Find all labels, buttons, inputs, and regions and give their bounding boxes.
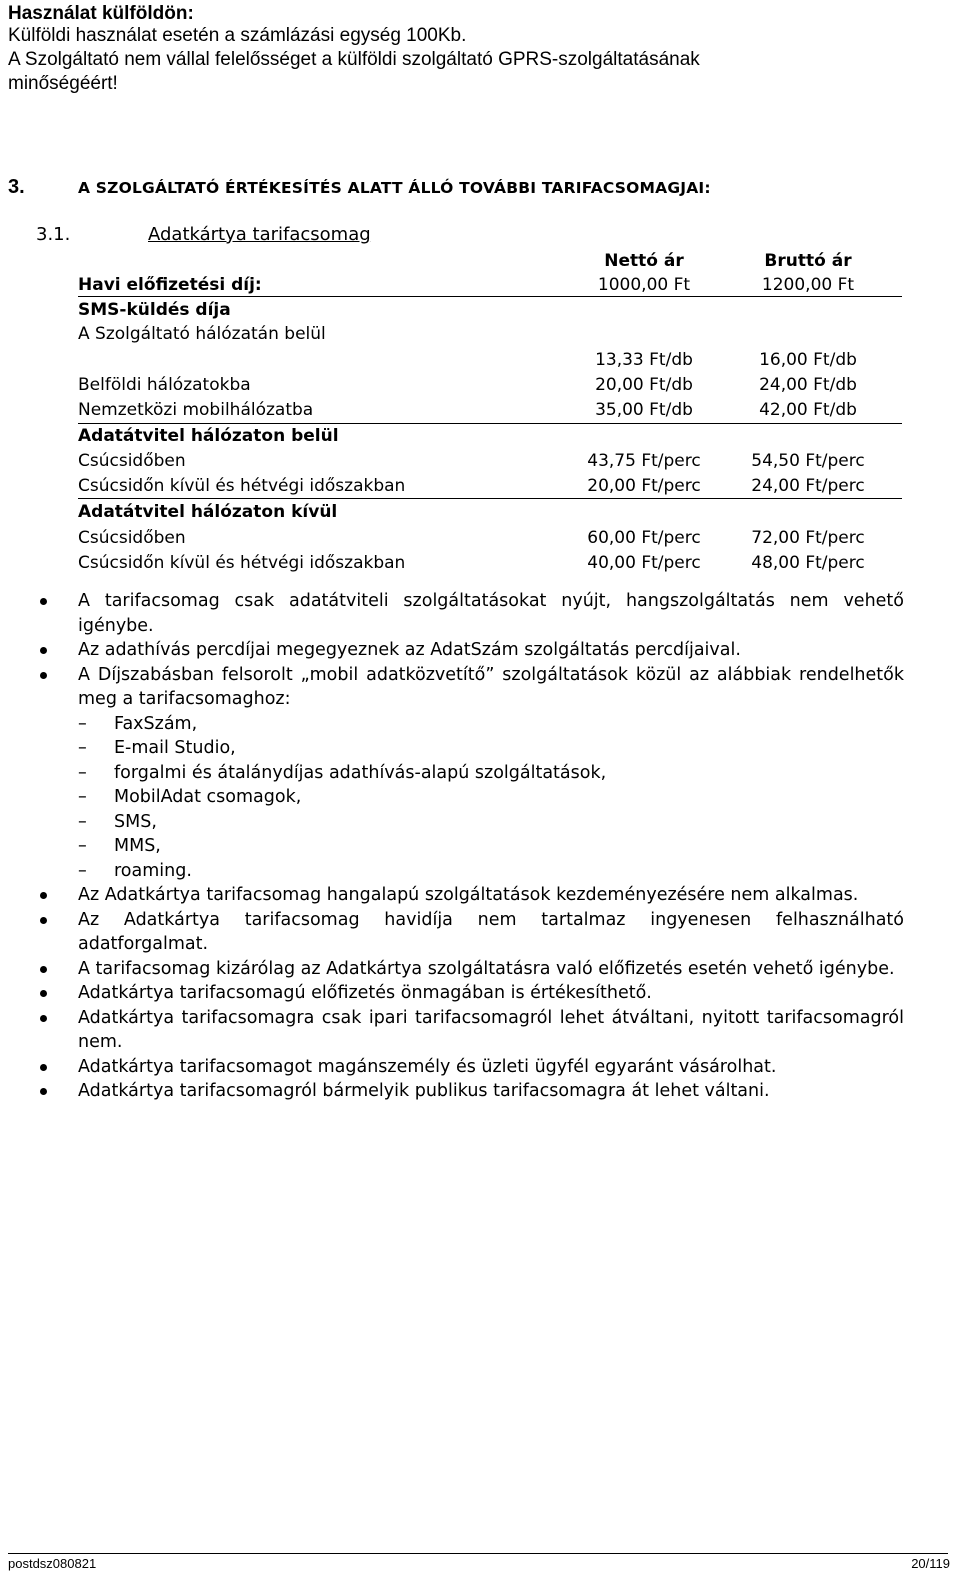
col-header-gross: Bruttó ár xyxy=(764,251,852,271)
bullet-icon xyxy=(40,647,47,654)
footer-rule xyxy=(8,1553,948,1554)
subsection-number: 3.1. xyxy=(36,224,71,245)
list-item-text: Adatkártya tarifacsomagra csak ipari tarifacsomagról lehet átváltani, nyitott tarifacsomagról nem. xyxy=(78,1007,904,1052)
net-price: 60,00 Ft/perc xyxy=(587,528,701,548)
bullet-icon xyxy=(40,917,47,924)
sub-list-item xyxy=(78,810,904,835)
bullet-icon xyxy=(40,1088,47,1095)
dash-marker: – xyxy=(78,738,87,758)
table-row xyxy=(78,474,902,500)
list-item xyxy=(78,957,904,982)
gross-price: 24,00 Ft/db xyxy=(759,375,857,395)
table-rule xyxy=(78,498,902,499)
row-label: Havi előfizetési díj: xyxy=(78,275,262,295)
gross-price: 1200,00 Ft xyxy=(761,275,855,295)
sub-list-item-text: E-mail Studio, xyxy=(114,738,236,758)
table-row xyxy=(78,398,902,424)
bullet-icon xyxy=(40,1064,47,1071)
dash-marker: – xyxy=(78,787,87,807)
sub-list-item-text: FaxSzám, xyxy=(114,713,198,734)
row-label: Csúcsidőn kívül és hétvégi időszakban xyxy=(78,476,406,496)
footer-page-number: 20/119 xyxy=(911,1556,950,1571)
dash-marker: – xyxy=(78,713,87,734)
net-price: 40,00 Ft/perc xyxy=(587,553,701,573)
bullet-icon xyxy=(40,966,47,973)
list-item xyxy=(78,1006,904,1055)
net-price: 1000,00 Ft xyxy=(597,275,691,295)
net-price: 20,00 Ft/perc xyxy=(587,476,701,496)
gross-price: 42,00 Ft/db xyxy=(759,400,857,420)
list-item-text: A Díjszabásban felsorolt „mobil adatközvetítő” szolgáltatások közül az alábbiak rendelhetők meg a tarifacsomaghoz: xyxy=(78,664,904,709)
list-item xyxy=(78,883,904,908)
table-row xyxy=(78,424,902,450)
table-header-row xyxy=(78,249,902,275)
dash-marker: – xyxy=(78,836,87,856)
row-label: Csúcsidőn kívül és hétvégi időszakban xyxy=(78,553,406,573)
table-row xyxy=(78,348,902,374)
table-row xyxy=(78,322,902,348)
row-label: Nemzetközi mobilhálózatba xyxy=(78,400,314,420)
conditions-list xyxy=(78,589,904,1104)
row-label: Csúcsidőben xyxy=(78,451,186,471)
bullet-icon xyxy=(40,892,47,899)
dash-marker: – xyxy=(78,811,87,832)
list-item-text: Az Adatkártya tarifacsomag havidíja nem tartalmaz ingyenesen felhasználható adatforgalmat. xyxy=(78,909,904,954)
table-row xyxy=(78,551,902,577)
footer-doc-id: postdsz080821 xyxy=(8,1556,97,1571)
table-row xyxy=(78,526,902,552)
list-item xyxy=(78,981,904,1006)
sub-list-item-text: MMS, xyxy=(114,836,161,856)
intro-line-2: A Szolgáltató nem vállal felelősséget a külföldi szolgáltató GPRS-szolgáltatásának xyxy=(8,49,700,70)
bullet-icon xyxy=(40,672,47,679)
list-item-text: A tarifacsomag csak adatátviteli szolgáltatásokat nyújt, hangszolgáltatás nem vehető igénybe. xyxy=(78,591,904,636)
sub-list-item xyxy=(78,736,904,761)
row-label: Csúcsidőben xyxy=(78,528,186,548)
net-price: 43,75 Ft/perc xyxy=(587,451,701,471)
section-number: 3. xyxy=(8,176,25,198)
list-item-text: A tarifacsomag kizárólag az Adatkártya szolgáltatásra való előfizetés esetén vehető igénybe. xyxy=(78,958,895,979)
sub-list-item xyxy=(78,761,904,786)
col-header-net: Nettó ár xyxy=(604,251,684,271)
table-rule xyxy=(78,296,902,297)
sub-list-item xyxy=(78,712,904,737)
table-row xyxy=(78,449,902,475)
bullet-icon xyxy=(40,1015,47,1022)
dash-marker: – xyxy=(78,860,87,881)
table-row xyxy=(78,500,902,526)
dash-marker: – xyxy=(78,762,87,783)
net-price: 20,00 Ft/db xyxy=(595,375,693,395)
row-label: Adatátvitel hálózaton belül xyxy=(78,426,339,446)
intro-line-1: Külföldi használat esetén a számlázási egység 100Kb. xyxy=(8,25,467,46)
list-item-text: Az adathívás percdíjai megegyeznek az AdatSzám szolgáltatás percdíjaival. xyxy=(78,640,741,660)
list-item xyxy=(78,589,904,638)
sub-list-item-text: SMS, xyxy=(114,811,157,832)
row-label: Belföldi hálózatokba xyxy=(78,375,251,395)
net-price: 35,00 Ft/db xyxy=(595,400,693,420)
list-item xyxy=(78,908,904,957)
sub-list-item-text: forgalmi és átalánydíjas adathívás-alapú szolgáltatások, xyxy=(114,762,607,783)
gross-price: 24,00 Ft/perc xyxy=(751,476,865,496)
list-item-text: Az Adatkártya tarifacsomag hangalapú szolgáltatások kezdeményezésére nem alkalmas. xyxy=(78,885,859,905)
list-item-text: Adatkártya tarifacsomagú előfizetés önmagában is értékesíthető. xyxy=(78,983,652,1003)
gross-price: 16,00 Ft/db xyxy=(759,350,857,370)
list-item-text: Adatkártya tarifacsomagot magánszemély és üzleti ügyfél egyaránt vásárolhat. xyxy=(78,1056,777,1077)
table-row xyxy=(78,373,902,399)
sub-list-item-text: MobilAdat csomagok, xyxy=(114,787,302,807)
gross-price: 48,00 Ft/perc xyxy=(751,553,865,573)
list-item xyxy=(78,663,904,712)
list-item xyxy=(78,1055,904,1080)
sub-list-item-text: roaming. xyxy=(114,860,192,881)
bullet-icon xyxy=(40,990,47,997)
list-item-text: Adatkártya tarifacsomagról bármelyik publikus tarifacsomagra át lehet váltani. xyxy=(78,1081,770,1101)
subsection-title: Adatkártya tarifacsomag xyxy=(148,224,371,245)
section-title: A SZOLGÁLTATÓ ÉRTÉKESÍTÉS ALATT ÁLLÓ TOVÁBBI TARIFACSOMAGJAI: xyxy=(78,179,711,197)
bullet-icon xyxy=(40,598,47,605)
gross-price: 72,00 Ft/perc xyxy=(751,528,865,548)
list-item xyxy=(78,638,904,663)
net-price: 13,33 Ft/db xyxy=(595,350,693,370)
sub-list-item xyxy=(78,859,904,884)
table-row xyxy=(78,298,902,324)
sub-list-item xyxy=(78,785,904,810)
row-label: A Szolgáltató hálózatán belül xyxy=(78,324,326,344)
intro-line-3: minőségéért! xyxy=(8,73,118,94)
list-item xyxy=(78,1079,904,1104)
gross-price: 54,50 Ft/perc xyxy=(751,451,865,471)
sub-list-item xyxy=(78,834,904,859)
usage-abroad-heading: Használat külföldön: xyxy=(8,3,194,24)
row-label: Adatátvitel hálózaton kívül xyxy=(78,502,338,522)
row-label: SMS-küldés díja xyxy=(78,300,231,320)
